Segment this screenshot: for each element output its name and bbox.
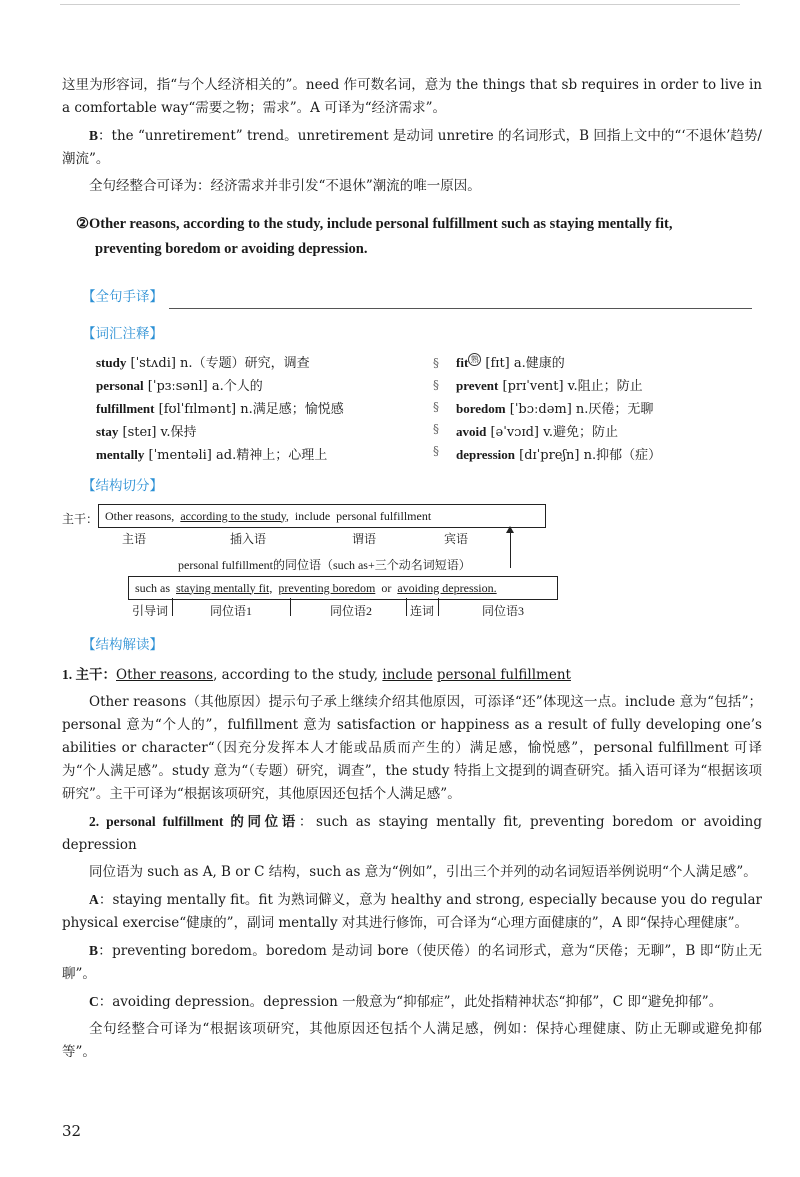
appositive-3-text: avoiding depression. (397, 580, 497, 595)
analysis-final-translation: 全句经整合可译为“根据该项研究，其他原因还包括个人满足感，例如：保持心理健康、防止无聊或避免抑郁等”。 (62, 1021, 762, 1060)
main-clause-box (98, 504, 546, 528)
vocab-item: stay [steɪ] v.保持 (96, 424, 197, 440)
section-structure: 【结构切分】 (82, 478, 163, 494)
vocab-divider: § § § § § (433, 356, 439, 458)
section-vocab: 【词汇注释】 (82, 326, 163, 342)
appositive-note: personal fulfillment的同位语（such as+三个动名词短语） (178, 558, 471, 572)
analysis-paragraph-c: C：avoiding depression。depression 一般意为“抑郁症”，此处指精神状态“抑郁”，C 即“避免抑郁”。 (89, 994, 723, 1010)
role-predicate: 谓语 (352, 532, 377, 546)
object-text: personal fulfillment (336, 508, 432, 523)
option-b-label: B (89, 128, 99, 143)
vocab-item: personal [ˈpɜːsənl] a.个人的 (96, 378, 263, 394)
translation-blank-line[interactable] (169, 308, 752, 309)
target-sentence (76, 212, 762, 262)
vocab-item: fulfillment [fʊlˈfɪlmənt] n.满足感；愉悦感 (96, 401, 344, 417)
role-appositive-2: 同位语2 (330, 604, 373, 618)
appositive-arrow-head (506, 526, 514, 533)
intro-paragraph-1: 这里为形容词，指“与个人经济相关的”。need 作可数名词，意为 the things that sb requires in order to live in a comfortable way“需要之物；需求”。A 可译为“经济需求”。 (62, 77, 762, 116)
role-conjunction: 连词 (410, 604, 435, 618)
role-object: 宾语 (444, 532, 469, 546)
vocab-table (96, 352, 762, 467)
page-content (62, 74, 762, 1068)
role-parenthesis: 插入语 (230, 532, 267, 546)
appositive-box (128, 576, 558, 600)
intro-paragraph-2 (62, 124, 762, 171)
analysis-paragraph-a: A：staying mentally fit。fit 为熟词僻义，意为 healthy and strong, especially because you do regular physical exercise“健康的”，副词 mentally 对其进行修饰，可合译为“心理方面健康的”，A 即“保持心理健康”。 (62, 892, 762, 931)
appositive-1-text: staying mentally fit, (176, 580, 273, 595)
sentence-line-1: Other reasons, according to the study, include personal fulfillment such as staying mentally fit, (89, 216, 673, 232)
intro-paragraph-3: 全句经整合可译为：经济需求并非引发“不退休”潮流的唯一原因。 (89, 178, 481, 194)
main-clause-label: 主干： (62, 512, 99, 526)
vocab-item: depression [dɪˈpreʃn] n.抑郁（症） (456, 447, 662, 463)
vocab-item: fit 熟 [fɪt] a.健康的 (456, 354, 565, 371)
vocab-item: avoid [əˈvɔɪd] v.避免；防止 (456, 424, 619, 440)
analysis-heading-2: 2. personal fulfillment 的同位语：such as staying mentally fit, preventing boredom or avoiding depression (62, 814, 762, 853)
role-appositive-3: 同位语3 (482, 604, 525, 618)
role-separator (172, 598, 173, 616)
section-translation: 【全句手译】 (82, 289, 163, 305)
role-separator (406, 598, 407, 616)
role-separator (438, 598, 439, 616)
top-rule (60, 4, 740, 5)
analysis-heading-1: 1. 主干：Other reasons, according to the study, include personal fulfillment (62, 667, 571, 683)
structure-diagram (62, 504, 762, 626)
role-intro-word: 引导词 (132, 604, 169, 618)
vocab-item: boredom [ˈbɔːdəm] n.厌倦；无聊 (456, 401, 654, 417)
role-subject: 主语 (122, 532, 147, 546)
parenthesis-text: according to the study, (180, 508, 289, 523)
sentence-line-2: preventing boredom or avoiding depression. (95, 241, 368, 257)
appositive-arrow-line (510, 528, 511, 568)
analysis-paragraph-1: Other reasons（其他原因）提示句子承上继续介绍其他原因，可添译“还”体现这一点。include 意为“包括”；personal 意为“个人的”，fulfillment 意为 satisfaction or happiness as a result of fully developing one’s abilities or character“（因充分发挥本人才能或品质而产生的）满足感，愉悦感”，personal fulfillment 可译为“个人满足感”。study 意为“（专题）研究，调查”，the study 特指上文提到的调查研究。插入语可译为“根据该项研究”。主干可译为“根据该项研究，其他原因还包括个人满足感”。 (62, 694, 762, 802)
vocab-item: mentally [ˈmentəli] ad.精神上；心理上 (96, 447, 328, 463)
sentence-number: ② (76, 216, 89, 232)
page-number: 32 (62, 1122, 82, 1140)
analysis-paragraph-b: B：preventing boredom。boredom 是动词 bore（使厌倦）的名词形式，意为“厌倦；无聊”，B 即“防止无聊”。 (62, 943, 762, 982)
intro-word-text: such as (135, 580, 170, 595)
subject-text: Other reasons, (105, 508, 175, 523)
familiar-word-icon: 熟 (468, 353, 481, 366)
vocab-item: prevent [prɪˈvent] v.阻止；防止 (456, 378, 643, 394)
vocab-right-column (456, 352, 756, 467)
appositive-2-text: preventing boredom (278, 580, 376, 595)
translation-row (62, 278, 762, 315)
vocab-left-column (96, 352, 416, 467)
vocab-item: study [ˈstʌdi] n.（专题）研究，调查 (96, 355, 310, 371)
predicate-text: include (294, 508, 331, 523)
conjunction-text: or (381, 580, 392, 595)
analysis-paragraph-2: 同位语为 such as A, B or C 结构，such as 意为“例如”，引出三个并列的动名词短语举例说明“个人满足感”。 (89, 864, 757, 880)
role-separator (290, 598, 291, 616)
role-appositive-1: 同位语1 (210, 604, 253, 618)
section-analysis: 【结构解读】 (82, 637, 163, 653)
option-b-text: ：the “unretirement” trend。unretirement 是动词 unretire 的名词形式，B 回指上文中的“‘不退休’趋势/潮流”。 (62, 128, 762, 167)
